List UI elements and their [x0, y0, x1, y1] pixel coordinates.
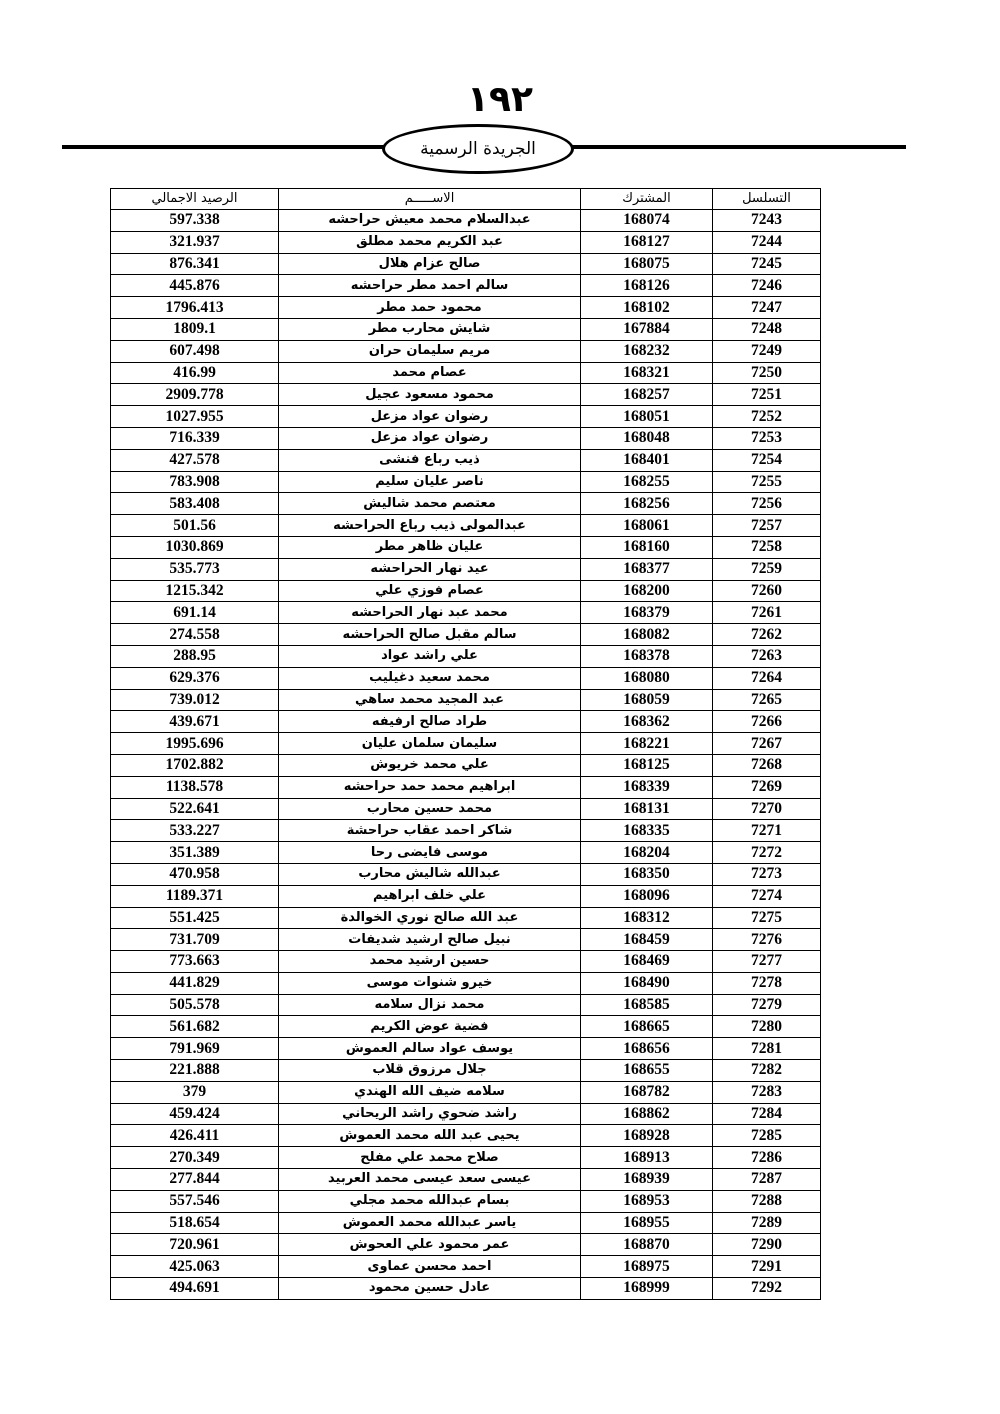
cell-balance: 379 — [111, 1081, 279, 1103]
cell-serial: 7265 — [713, 689, 821, 711]
table-row — [111, 340, 821, 362]
table-row — [111, 1190, 821, 1212]
cell-serial: 7272 — [713, 842, 821, 864]
cell-subscriber: 168585 — [581, 994, 713, 1016]
table-row — [111, 842, 821, 864]
cell-subscriber: 168459 — [581, 929, 713, 951]
cell-subscriber: 168939 — [581, 1169, 713, 1191]
cell-serial: 7260 — [713, 580, 821, 602]
cell-subscriber: 168955 — [581, 1212, 713, 1234]
table-row — [111, 362, 821, 384]
table-row — [111, 645, 821, 667]
cell-balance: 470.958 — [111, 863, 279, 885]
cell-name: صالح عزام هلال — [279, 253, 581, 275]
cell-subscriber: 168312 — [581, 907, 713, 929]
cell-name: علي خلف ابراهيم — [279, 885, 581, 907]
table-row — [111, 667, 821, 689]
table-row — [111, 536, 821, 558]
cell-balance: 426.411 — [111, 1125, 279, 1147]
cell-serial: 7274 — [713, 885, 821, 907]
cell-name: يوسف عواد سالم العموش — [279, 1038, 581, 1060]
cell-balance: 439.671 — [111, 711, 279, 733]
cell-name: سالم مقبل صالح الحراحشه — [279, 624, 581, 646]
cell-name: عمر محمود علي العحوش — [279, 1234, 581, 1256]
cell-name: صلاح محمد علي مفلح — [279, 1147, 581, 1169]
cell-name: محمد سعيد دغيليب — [279, 667, 581, 689]
cell-serial: 7243 — [713, 210, 821, 232]
cell-balance: 557.546 — [111, 1190, 279, 1212]
cell-name: سلامه ضيف الله الهندي — [279, 1081, 581, 1103]
cell-balance: 425.063 — [111, 1256, 279, 1278]
cell-name: عادل حسين محمود — [279, 1278, 581, 1300]
table-row — [111, 972, 821, 994]
cell-name: طراد صالح ارفيفه — [279, 711, 581, 733]
cell-balance: 731.709 — [111, 929, 279, 951]
cell-name: عبد المجيد محمد ساهي — [279, 689, 581, 711]
cell-subscriber: 168255 — [581, 471, 713, 493]
table-row — [111, 711, 821, 733]
cell-serial: 7262 — [713, 624, 821, 646]
table-row — [111, 733, 821, 755]
cell-subscriber: 168204 — [581, 842, 713, 864]
cell-subscriber: 168074 — [581, 210, 713, 232]
table-row — [111, 1256, 821, 1278]
cell-serial: 7280 — [713, 1016, 821, 1038]
table-row — [111, 449, 821, 471]
cell-name: راشد ضحوي راشد الريحاني — [279, 1103, 581, 1125]
cell-serial: 7246 — [713, 275, 821, 297]
cell-serial: 7257 — [713, 515, 821, 537]
table-row — [111, 275, 821, 297]
cell-serial: 7289 — [713, 1212, 821, 1234]
cell-name: عيد نهار الحراحشه — [279, 558, 581, 580]
table-row — [111, 602, 821, 624]
cell-balance: 597.338 — [111, 210, 279, 232]
cell-balance: 441.829 — [111, 972, 279, 994]
cell-name: عبد الكريم محمد مطلق — [279, 231, 581, 253]
table-row — [111, 1081, 821, 1103]
cell-balance: 416.99 — [111, 362, 279, 384]
cell-balance: 1215.342 — [111, 580, 279, 602]
cell-name: شاكر احمد عقاب حراحشة — [279, 820, 581, 842]
cell-name: عيسى سعد عيسى محمد العربيد — [279, 1169, 581, 1191]
cell-serial: 7269 — [713, 776, 821, 798]
header-rule-right — [572, 145, 906, 149]
table-row — [111, 384, 821, 406]
cell-subscriber: 168490 — [581, 972, 713, 994]
cell-balance: 629.376 — [111, 667, 279, 689]
cell-balance: 522.641 — [111, 798, 279, 820]
table-row — [111, 580, 821, 602]
cell-name: معتصم محمد شاليش — [279, 493, 581, 515]
cell-balance: 288.95 — [111, 645, 279, 667]
cell-subscriber: 168975 — [581, 1256, 713, 1278]
cell-name: محمد نزال سلامه — [279, 994, 581, 1016]
cell-balance: 274.558 — [111, 624, 279, 646]
cell-balance: 791.969 — [111, 1038, 279, 1060]
cell-subscriber: 168655 — [581, 1060, 713, 1082]
cell-name: موسى فايضى رحا — [279, 842, 581, 864]
table-row — [111, 210, 821, 232]
cell-subscriber: 168913 — [581, 1147, 713, 1169]
cell-serial: 7275 — [713, 907, 821, 929]
cell-balance: 1030.869 — [111, 536, 279, 558]
cell-subscriber: 168999 — [581, 1278, 713, 1300]
cell-serial: 7271 — [713, 820, 821, 842]
cell-subscriber: 167884 — [581, 318, 713, 340]
cell-balance: 351.389 — [111, 842, 279, 864]
cell-serial: 7292 — [713, 1278, 821, 1300]
table-row — [111, 1212, 821, 1234]
cell-balance: 221.888 — [111, 1060, 279, 1082]
column-header-subscriber: المشترك — [581, 189, 713, 210]
cell-name: محمود مسعود عجيل — [279, 384, 581, 406]
cell-balance: 691.14 — [111, 602, 279, 624]
cell-subscriber: 168131 — [581, 798, 713, 820]
table-row — [111, 1278, 821, 1300]
table-row — [111, 318, 821, 340]
cell-serial: 7286 — [713, 1147, 821, 1169]
table-row — [111, 558, 821, 580]
cell-serial: 7264 — [713, 667, 821, 689]
table-row — [111, 994, 821, 1016]
cell-balance: 518.654 — [111, 1212, 279, 1234]
cell-name: عبدالمولى ذيب رباع الحراحشه — [279, 515, 581, 537]
cell-serial: 7268 — [713, 754, 821, 776]
cell-name: علي محمد خريوش — [279, 754, 581, 776]
cell-serial: 7266 — [713, 711, 821, 733]
cell-name: عصام فوزي علي — [279, 580, 581, 602]
table-row — [111, 1103, 821, 1125]
cell-subscriber: 168339 — [581, 776, 713, 798]
cell-balance: 716.339 — [111, 427, 279, 449]
cell-name: ياسر عبدالله محمد العموش — [279, 1212, 581, 1234]
cell-serial: 7284 — [713, 1103, 821, 1125]
cell-serial: 7254 — [713, 449, 821, 471]
cell-subscriber: 168862 — [581, 1103, 713, 1125]
cell-name: خيرو شنوات موسى — [279, 972, 581, 994]
table-row — [111, 231, 821, 253]
cell-serial: 7291 — [713, 1256, 821, 1278]
cell-subscriber: 168377 — [581, 558, 713, 580]
cell-balance: 277.844 — [111, 1169, 279, 1191]
cell-balance: 876.341 — [111, 253, 279, 275]
cell-serial: 7253 — [713, 427, 821, 449]
gazette-title-oval — [382, 124, 574, 174]
cell-balance: 773.663 — [111, 951, 279, 973]
table-row — [111, 798, 821, 820]
cell-name: جلال مرزوق قلاب — [279, 1060, 581, 1082]
cell-serial: 7256 — [713, 493, 821, 515]
cell-balance: 1189.371 — [111, 885, 279, 907]
cell-name: عصام محمد — [279, 362, 581, 384]
table-row — [111, 1016, 821, 1038]
cell-serial: 7282 — [713, 1060, 821, 1082]
cell-subscriber: 168082 — [581, 624, 713, 646]
cell-name: محمد عبد نهار الحراحشه — [279, 602, 581, 624]
cell-subscriber: 168080 — [581, 667, 713, 689]
cell-serial: 7277 — [713, 951, 821, 973]
cell-name: مريم سليمان حران — [279, 340, 581, 362]
cell-name: محمود حمد مطر — [279, 297, 581, 319]
cell-subscriber: 168665 — [581, 1016, 713, 1038]
cell-subscriber: 168160 — [581, 536, 713, 558]
cell-subscriber: 168075 — [581, 253, 713, 275]
cell-name: ذيب رباع فنشى — [279, 449, 581, 471]
cell-subscriber: 168125 — [581, 754, 713, 776]
cell-subscriber: 168782 — [581, 1081, 713, 1103]
cell-subscriber: 168401 — [581, 449, 713, 471]
cell-serial: 7250 — [713, 362, 821, 384]
cell-name: عبدالسلام محمد معيش حراحشه — [279, 210, 581, 232]
cell-serial: 7244 — [713, 231, 821, 253]
cell-balance: 1138.578 — [111, 776, 279, 798]
column-header-balance: الرصيد الاجمالي — [111, 189, 279, 210]
cell-name: ناصر عليان سليم — [279, 471, 581, 493]
table-row — [111, 427, 821, 449]
cell-serial: 7247 — [713, 297, 821, 319]
cell-subscriber: 168102 — [581, 297, 713, 319]
cell-serial: 7276 — [713, 929, 821, 951]
cell-subscriber: 168321 — [581, 362, 713, 384]
table-row — [111, 493, 821, 515]
table-row — [111, 907, 821, 929]
cell-serial: 7279 — [713, 994, 821, 1016]
table-row — [111, 1125, 821, 1147]
cell-name: ابراهيم محمد حمد حراحشه — [279, 776, 581, 798]
cell-serial: 7249 — [713, 340, 821, 362]
table-row — [111, 885, 821, 907]
cell-subscriber: 168051 — [581, 406, 713, 428]
table-row — [111, 929, 821, 951]
cell-name: محمد حسين محارب — [279, 798, 581, 820]
table-row — [111, 1234, 821, 1256]
table-row — [111, 1038, 821, 1060]
cell-serial: 7290 — [713, 1234, 821, 1256]
table-row — [111, 754, 821, 776]
cell-subscriber: 168061 — [581, 515, 713, 537]
cell-subscriber: 168200 — [581, 580, 713, 602]
table-row — [111, 776, 821, 798]
header-rule-left — [62, 145, 384, 149]
cell-subscriber: 168362 — [581, 711, 713, 733]
table-row — [111, 863, 821, 885]
table-row — [111, 297, 821, 319]
cell-name: رضوان عواد مزعل — [279, 406, 581, 428]
page-number: ١٩٢ — [467, 79, 533, 120]
subscriber-balance-table — [110, 188, 821, 1300]
cell-serial: 7273 — [713, 863, 821, 885]
cell-balance: 1995.696 — [111, 733, 279, 755]
cell-balance: 1027.955 — [111, 406, 279, 428]
cell-balance: 459.424 — [111, 1103, 279, 1125]
cell-balance: 445.876 — [111, 275, 279, 297]
cell-subscriber: 168257 — [581, 384, 713, 406]
table-row — [111, 951, 821, 973]
cell-serial: 7258 — [713, 536, 821, 558]
column-header-name: الاســـــم — [279, 189, 581, 210]
cell-balance: 2909.778 — [111, 384, 279, 406]
table-body — [111, 210, 821, 1300]
cell-serial: 7281 — [713, 1038, 821, 1060]
cell-serial: 7259 — [713, 558, 821, 580]
cell-name: عبد الله صالح نوري الخوالدة — [279, 907, 581, 929]
cell-subscriber: 168221 — [581, 733, 713, 755]
cell-balance: 739.012 — [111, 689, 279, 711]
cell-serial: 7255 — [713, 471, 821, 493]
cell-balance: 783.908 — [111, 471, 279, 493]
cell-subscriber: 168928 — [581, 1125, 713, 1147]
cell-name: احمد محسن عماوى — [279, 1256, 581, 1278]
cell-serial: 7288 — [713, 1190, 821, 1212]
gazette-title: الجريدة الرسمية — [420, 139, 536, 159]
cell-serial: 7285 — [713, 1125, 821, 1147]
cell-balance: 501.56 — [111, 515, 279, 537]
table-row — [111, 515, 821, 537]
cell-name: رضوان عواد مزعل — [279, 427, 581, 449]
cell-balance: 535.773 — [111, 558, 279, 580]
cell-balance: 427.578 — [111, 449, 279, 471]
cell-name: شايش محارب مطر — [279, 318, 581, 340]
cell-balance: 583.408 — [111, 493, 279, 515]
cell-name: نبيل صالح ارشيد شديفات — [279, 929, 581, 951]
cell-balance: 1809.1 — [111, 318, 279, 340]
cell-subscriber: 168870 — [581, 1234, 713, 1256]
cell-name: عبدالله شاليش محارب — [279, 863, 581, 885]
cell-subscriber: 168048 — [581, 427, 713, 449]
cell-name: سالم احمد مطر حراحشه — [279, 275, 581, 297]
cell-serial: 7261 — [713, 602, 821, 624]
cell-serial: 7248 — [713, 318, 821, 340]
cell-balance: 1702.882 — [111, 754, 279, 776]
cell-subscriber: 168126 — [581, 275, 713, 297]
cell-name: يحيى عبد الله محمد العموش — [279, 1125, 581, 1147]
table-row — [111, 253, 821, 275]
table-row — [111, 1169, 821, 1191]
table-header-row — [111, 189, 821, 210]
cell-name: حسين ارشيد محمد — [279, 951, 581, 973]
cell-name: عليان ظاهر مطر — [279, 536, 581, 558]
cell-balance: 321.937 — [111, 231, 279, 253]
cell-name: سليمان سلمان عليان — [279, 733, 581, 755]
cell-subscriber: 168379 — [581, 602, 713, 624]
cell-serial: 7270 — [713, 798, 821, 820]
table-row — [111, 1147, 821, 1169]
cell-subscriber: 168350 — [581, 863, 713, 885]
cell-name: فضية عوض الكريم — [279, 1016, 581, 1038]
cell-balance: 1796.413 — [111, 297, 279, 319]
cell-serial: 7251 — [713, 384, 821, 406]
cell-balance: 561.682 — [111, 1016, 279, 1038]
table-row — [111, 689, 821, 711]
table-row — [111, 820, 821, 842]
cell-balance: 270.349 — [111, 1147, 279, 1169]
cell-serial: 7287 — [713, 1169, 821, 1191]
cell-subscriber: 168096 — [581, 885, 713, 907]
cell-serial: 7267 — [713, 733, 821, 755]
cell-balance: 551.425 — [111, 907, 279, 929]
table-row — [111, 471, 821, 493]
cell-balance: 720.961 — [111, 1234, 279, 1256]
cell-subscriber: 168059 — [581, 689, 713, 711]
table-row — [111, 1060, 821, 1082]
cell-subscriber: 168469 — [581, 951, 713, 973]
cell-balance: 494.691 — [111, 1278, 279, 1300]
cell-serial: 7278 — [713, 972, 821, 994]
cell-name: علي راشد عواد — [279, 645, 581, 667]
cell-subscriber: 168232 — [581, 340, 713, 362]
cell-serial: 7263 — [713, 645, 821, 667]
column-header-serial: التسلسل — [713, 189, 821, 210]
cell-subscriber: 168378 — [581, 645, 713, 667]
table-row — [111, 406, 821, 428]
cell-balance: 607.498 — [111, 340, 279, 362]
cell-subscriber: 168953 — [581, 1190, 713, 1212]
cell-subscriber: 168656 — [581, 1038, 713, 1060]
cell-subscriber: 168256 — [581, 493, 713, 515]
cell-serial: 7283 — [713, 1081, 821, 1103]
cell-name: بسام عبدالله محمد مجلي — [279, 1190, 581, 1212]
cell-subscriber: 168335 — [581, 820, 713, 842]
cell-subscriber: 168127 — [581, 231, 713, 253]
table-row — [111, 624, 821, 646]
cell-serial: 7245 — [713, 253, 821, 275]
cell-balance: 533.227 — [111, 820, 279, 842]
cell-serial: 7252 — [713, 406, 821, 428]
cell-balance: 505.578 — [111, 994, 279, 1016]
